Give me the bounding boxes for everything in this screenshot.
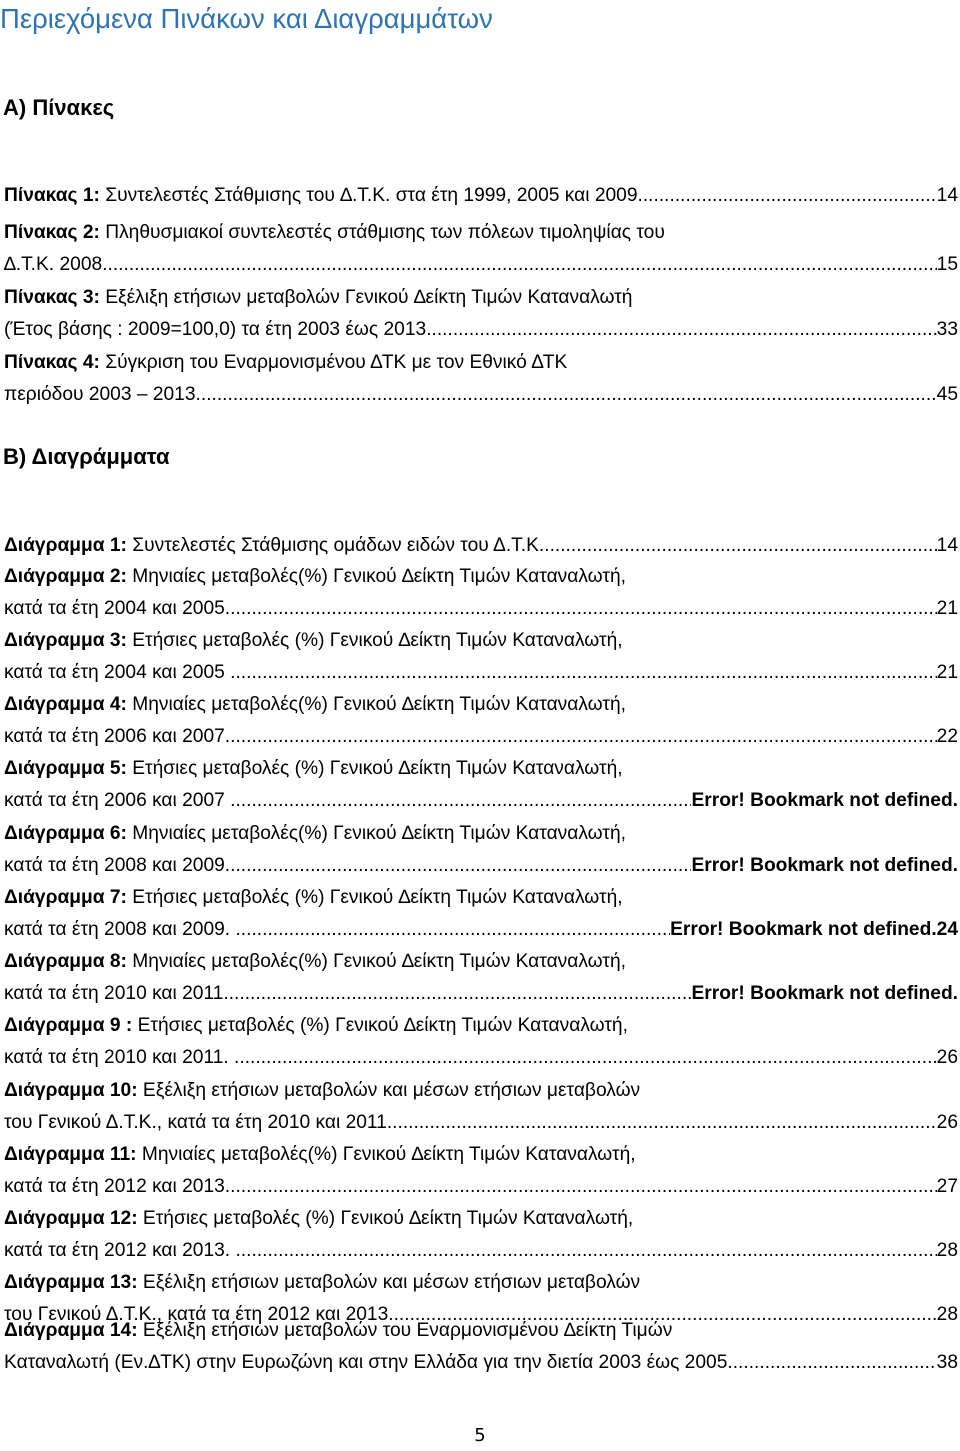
toc-entry-title: κατά τα έτη 2004 και 2005 <box>4 598 225 619</box>
toc-dot-leader <box>234 1042 937 1074</box>
toc-entry <box>4 1203 958 1267</box>
page-number: 5 <box>474 1425 486 1446</box>
toc-entry-page: 21 <box>936 662 958 683</box>
toc-entry-line <box>4 1139 958 1171</box>
toc-entry-title: κατά τα έτη 2008 και 2009 <box>4 855 225 876</box>
toc-entry-line <box>4 314 958 346</box>
toc-entry-label: Διάγραμμα 13: <box>4 1272 138 1293</box>
toc-entry-line <box>4 1075 958 1107</box>
toc-dot-leader <box>235 1235 936 1267</box>
toc-entry-line <box>4 530 958 562</box>
toc-entry <box>4 818 958 882</box>
toc-entry-line <box>4 1235 958 1267</box>
toc-entry-page: 26 <box>936 1112 958 1133</box>
toc-entry-title: Μηνιαίες μεταβολές(%) Γενικού ∆είκτη Τιμών Καταναλωτή, <box>126 951 626 972</box>
toc-entry <box>4 689 958 753</box>
toc-entry-title: Ετήσιες μεταβολές (%) Γενικού ∆είκτη Τιμών Καταναλωτή, <box>126 887 623 908</box>
toc-dot-leader <box>638 180 937 212</box>
toc-entry-label: Διάγραμμα 7: <box>4 887 127 908</box>
toc-entry-page: Error! Bookmark not defined. <box>691 790 958 811</box>
toc-entry-line <box>4 882 958 914</box>
toc-entry <box>4 625 958 689</box>
toc-entry-label: Διάγραμμα 6: <box>4 823 127 844</box>
toc-entry-title: Μηνιαίες μεταβολές(%) Γενικού ∆είκτη Τιμών Καταναλωτή, <box>126 566 626 587</box>
toc-entry-line <box>4 347 958 379</box>
toc-entry <box>4 1315 958 1379</box>
toc-dot-leader <box>225 593 937 625</box>
toc-entry-page: 14 <box>936 535 958 556</box>
toc-entry-title: Ετήσιες μεταβολές (%) Γενικού ∆είκτη Τιμών Καταναλωτή, <box>137 1208 634 1229</box>
toc-entry <box>4 347 958 411</box>
toc-entry-label: Πίνακας 3: <box>4 287 100 308</box>
toc-entry-page: Error! Bookmark not defined. <box>691 855 958 876</box>
toc-entry-label: Πίνακας 4: <box>4 352 100 373</box>
toc-dot-leader <box>230 657 937 689</box>
toc-entry-line <box>4 818 958 850</box>
toc-entry-line <box>4 282 958 314</box>
toc-dot-leader <box>225 1171 937 1203</box>
toc-dot-leader <box>387 1107 937 1139</box>
toc-entry-page: Error! Bookmark not defined. <box>691 983 958 1004</box>
toc-dot-leader <box>102 249 936 281</box>
section-heading-charts: Β) Διαγράμματα <box>3 444 170 469</box>
toc-entry-title: Σύγκριση του Εναρμονισμένου ΔΤΚ με τον Εθνικό ΔΤΚ <box>99 352 568 373</box>
toc-entry-page: 14 <box>936 185 958 206</box>
toc-entry-title: Ετήσιες μεταβολές (%) Γενικού ∆είκτη Τιμών Καταναλωτή, <box>132 1015 628 1036</box>
toc-entry-line <box>4 1347 958 1379</box>
toc-dot-leader <box>225 850 692 882</box>
toc-entry-title: κατά τα έτη 2004 και 2005 <box>4 662 231 683</box>
toc-entry-line <box>4 785 958 817</box>
toc-entry-title: Καταναλωτή (Εν.∆ΤΚ) στην Ευρωζώνη και στην Ελλάδα για την διετία 2003 έως 2005. <box>4 1352 733 1373</box>
toc-entry-page: 33 <box>936 319 958 340</box>
toc-entry-title: περιόδου 2003 – 2013 <box>4 384 196 405</box>
toc-entry-line <box>4 850 958 882</box>
toc-entry-line <box>4 1203 958 1235</box>
toc-entry-title: κατά τα έτη 2012 και 2013 <box>4 1176 225 1197</box>
toc-dot-leader <box>230 785 691 817</box>
toc-entry-page: 15 <box>936 254 958 275</box>
toc-entry <box>4 882 958 946</box>
toc-entry-page: Error! Bookmark not defined.24 <box>670 919 958 940</box>
toc-entry-title: Συντελεστές Στάθμισης του ∆.Τ.Κ. στα έτη 1999, 2005 και 2009 <box>99 185 638 206</box>
toc-entry-title: Εξέλιξη ετήσιων μεταβολών και μέσων ετήσιων μεταβολών <box>137 1272 641 1293</box>
page-title: Περιεχόμενα Πινάκων και Διαγραμμάτων <box>0 3 493 34</box>
toc-entry-line <box>4 914 958 946</box>
toc-entry-label: Διάγραμμα 8: <box>4 951 127 972</box>
toc-entry-line <box>4 689 958 721</box>
toc-dot-leader <box>544 530 936 562</box>
toc-entry-line <box>4 1267 958 1299</box>
toc-entry-label: Διάγραμμα 4: <box>4 694 127 715</box>
toc-entry-title: Μηνιαίες μεταβολές(%) Γενικού ∆είκτη Τιμών Καταναλωτή, <box>136 1144 636 1165</box>
toc-entry-line <box>4 1315 958 1347</box>
toc-entry-label: Διάγραμμα 2: <box>4 566 127 587</box>
toc-entry-title: Μηνιαίες μεταβολές(%) Γενικού ∆είκτη Τιμών Καταναλωτή, <box>126 694 626 715</box>
toc-entry-line <box>4 1107 958 1139</box>
toc-entry <box>4 1139 958 1203</box>
toc-entry-title: κατά τα έτη 2010 και 2011. <box>4 1047 235 1068</box>
toc-entry-label: Διάγραμμα 3: <box>4 630 127 651</box>
toc-entry-page: 26 <box>936 1047 958 1068</box>
toc-dot-leader <box>235 914 670 946</box>
section-heading-tables: Α) Πίνακες <box>3 95 115 120</box>
toc-entry-title: Ετήσιες μεταβολές (%) Γενικού ∆είκτη Τιμών Καταναλωτή, <box>126 758 623 779</box>
toc-entry-title: κατά τα έτη 2008 και 2009. <box>4 919 236 940</box>
toc-entry <box>4 1010 958 1074</box>
toc-entry-title: κατά τα έτη 2006 και 2007 <box>4 790 231 811</box>
toc-entry-title: Συντελεστές Στάθμισης ομάδων ειδών του Δ.Τ.Κ. <box>126 535 545 556</box>
toc-entry-page: 28 <box>936 1304 958 1325</box>
toc-entry-title: Ετήσιες μεταβολές (%) Γενικού ∆είκτη Τιμών Καταναλωτή, <box>126 630 623 651</box>
toc-entry-line <box>4 217 958 249</box>
toc-entry-title: Εξέλιξη ετήσιων μεταβολών του Εναρμονισμένου ∆είκτη Τιμών <box>137 1320 673 1341</box>
toc-entry-title: Μηνιαίες μεταβολές(%) Γενικού ∆είκτη Τιμών Καταναλωτή, <box>126 823 626 844</box>
toc-entry-title: Εξέλιξη ετήσιων μεταβολών και μέσων ετήσιων μεταβολών <box>137 1080 641 1101</box>
toc-entry <box>4 180 958 212</box>
toc-entry-line <box>4 721 958 753</box>
toc-entry-line <box>4 625 958 657</box>
toc-entry-label: Διάγραμμα 10: <box>4 1080 138 1101</box>
toc-entry-title: Πληθυσμιακοί συντελεστές στάθμισης των πόλεων τιμοληψίας του <box>99 222 665 243</box>
toc-entry-title: Εξέλιξη ετήσιων μεταβολών Γενικού ∆είκτη Τιμών Καταναλωτή <box>99 287 633 308</box>
toc-entry-title: ∆.Τ.Κ. 2008 <box>4 254 103 275</box>
toc-entry-page: 21 <box>936 598 958 619</box>
toc-entry-line <box>4 593 958 625</box>
toc-entry-page: 22 <box>936 726 958 747</box>
toc-entry <box>4 753 958 817</box>
toc-dot-leader <box>733 1347 937 1379</box>
toc-entry-page: 28 <box>936 1240 958 1261</box>
toc-entry <box>4 282 958 346</box>
toc-entry-label: Διάγραμμα 5: <box>4 758 127 779</box>
toc-entry-page: 27 <box>936 1176 958 1197</box>
toc-entry-line <box>4 978 958 1010</box>
toc-entry-line <box>4 1010 958 1042</box>
toc-entry-line <box>4 946 958 978</box>
toc-dot-leader <box>225 721 937 753</box>
toc-entry-title: του Γενικού Δ.Τ.Κ., κατά τα έτη 2012 και 2013 <box>4 1304 389 1325</box>
toc-entry-title: κατά τα έτη 2006 και 2007 <box>4 726 225 747</box>
toc-entry-title: (Έτος βάσης : 2009=100,0) τα έτη 2003 έως 2013 <box>4 319 427 340</box>
toc-dot-leader <box>196 379 937 411</box>
toc-entry-page: 45 <box>936 384 958 405</box>
toc-entry-line <box>4 1042 958 1074</box>
toc-entry-line <box>4 753 958 785</box>
toc-entry-label: Πίνακας 2: <box>4 222 100 243</box>
toc-entry <box>4 1075 958 1139</box>
toc-entry-title: του Γενικού Δ.Τ.Κ., κατά τα έτη 2010 και 2011 <box>4 1112 387 1133</box>
toc-entry-line <box>4 249 958 281</box>
toc-entry-label: Διάγραμμα 12: <box>4 1208 138 1229</box>
toc-entry-line <box>4 561 958 593</box>
toc-entry-label: Διάγραμμα 14: <box>4 1320 138 1341</box>
toc-entry <box>4 530 958 562</box>
toc-entry-label: Διάγραμμα 9 : <box>4 1015 133 1036</box>
toc-entry-line <box>4 180 958 212</box>
toc-entry-label: Πίνακας 1: <box>4 185 100 206</box>
toc-entry-label: Διάγραμμα 1: <box>4 535 127 556</box>
toc-entry-title: κατά τα έτη 2010 και 2011 <box>4 983 224 1004</box>
toc-entry-page: 38 <box>936 1352 958 1373</box>
toc-entry <box>4 561 958 625</box>
toc-dot-leader <box>426 314 936 346</box>
toc-entry-title: κατά τα έτη 2012 και 2013. <box>4 1240 236 1261</box>
toc-entry-label: Διάγραμμα 11: <box>4 1144 137 1165</box>
toc-entry-line <box>4 657 958 689</box>
toc-dot-leader <box>223 978 691 1010</box>
toc-entry-line <box>4 379 958 411</box>
toc-entry-line <box>4 1171 958 1203</box>
toc-entry <box>4 946 958 1010</box>
toc-entry <box>4 217 958 281</box>
